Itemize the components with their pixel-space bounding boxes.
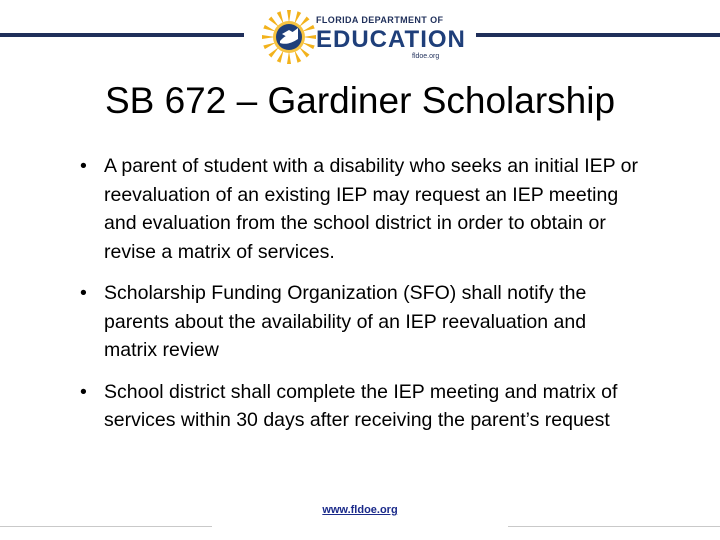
logo-site-text: fldoe.org xyxy=(412,53,440,60)
bullet-text: School district shall complete the IEP meeting and matrix of services within 30 days after receiving the parent’s request xyxy=(104,380,618,431)
bullet-dot-icon: • xyxy=(80,155,87,177)
header-rule-right xyxy=(476,33,720,37)
bullet-item xyxy=(80,152,640,266)
logo-education-text: EDUCATION xyxy=(316,26,466,53)
bullet-text: A parent of student with a disability who seeks an initial IEP or reevaluation of an existing IEP may request an IEP meeting and evaluation from the school district in order to obtain or revise a matrix of services. xyxy=(104,155,639,263)
bullet-dot-icon: • xyxy=(80,282,87,304)
slide-title: SB 672 – Gardiner Scholarship xyxy=(104,80,616,121)
footer-website-link[interactable]: www.fldoe.org xyxy=(322,504,398,516)
bullet-dot-icon: • xyxy=(80,380,87,403)
sunburst-icon xyxy=(262,8,318,66)
fldoe-logo xyxy=(262,8,466,66)
bullet-list xyxy=(80,152,640,448)
logo-department-text: FLORIDA DEPARTMENT OF xyxy=(316,15,444,25)
footer-rule-right xyxy=(508,526,720,527)
footer-rule-left xyxy=(0,526,212,527)
bullet-item xyxy=(80,279,640,365)
bullet-text: Scholarship Funding Organization (SFO) shall notify the parents about the availability of an IEP reevaluation and matrix review xyxy=(104,282,587,361)
bullet-item xyxy=(80,378,640,435)
header-rule-left xyxy=(0,33,244,37)
